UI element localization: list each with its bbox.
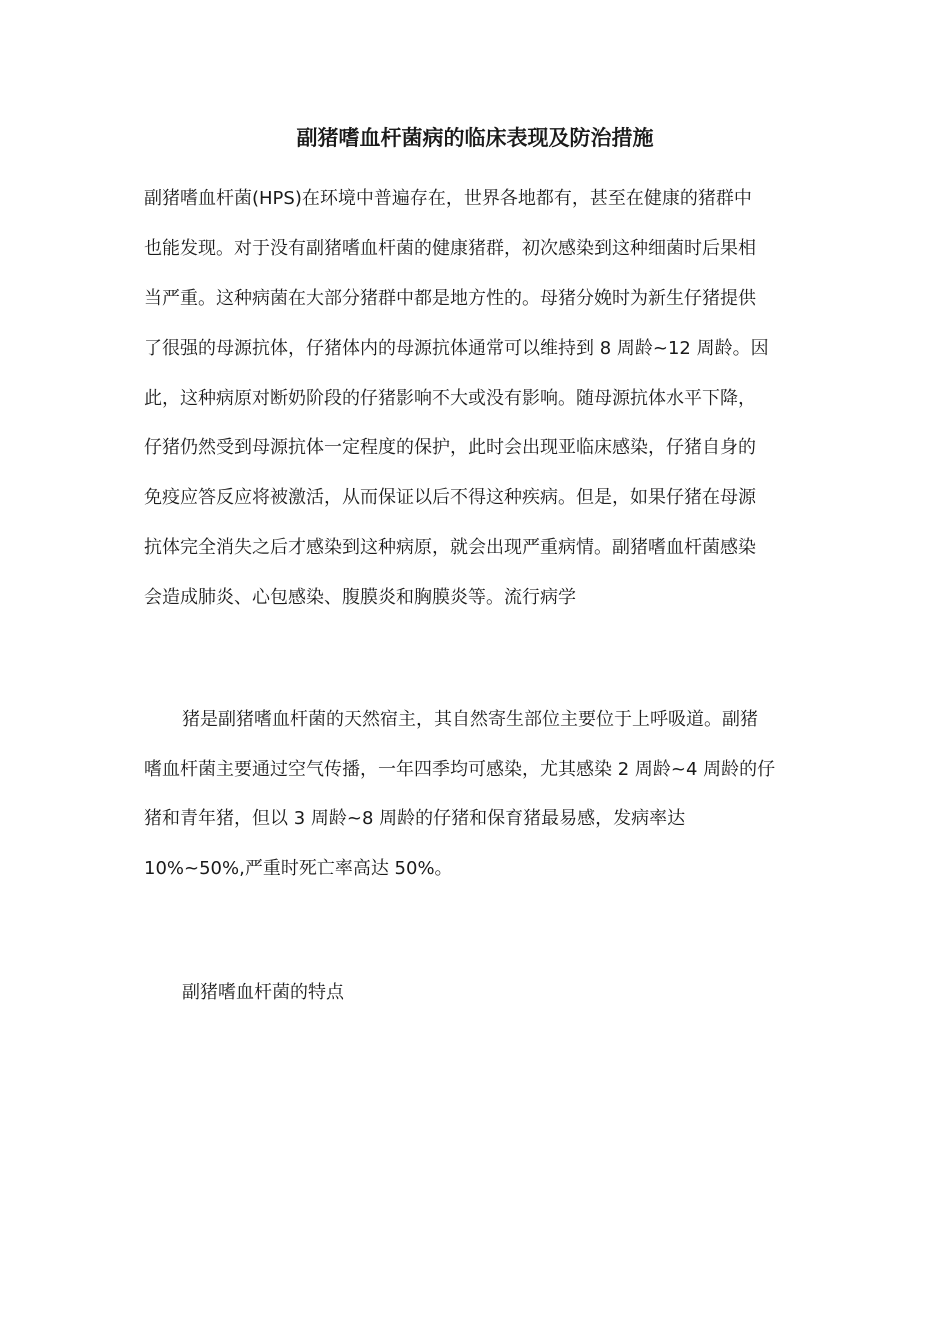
paragraph-line: 当严重。这种病菌在大部分猪群中都是地方性的。母猪分娩时为新生仔猪提供 — [144, 288, 756, 309]
paragraph-line: 嗜血杆菌主要通过空气传播，一年四季均可感染，尤其感染 2 周龄~4 周龄的仔 — [144, 759, 776, 780]
paragraph-line: 也能发现。对于没有副猪嗜血杆菌的健康猪群，初次感染到这种细菌时后果相 — [144, 238, 756, 259]
document-title: 副猪嗜血杆菌病的临床表现及防治措施 — [296, 126, 654, 150]
section-heading: 副猪嗜血杆菌的特点 — [182, 982, 344, 1003]
paragraph-line: 10%~50%,严重时死亡率高达 50%。 — [144, 858, 453, 879]
paragraph-line: 会造成肺炎、心包感染、腹膜炎和胸膜炎等。流行病学 — [144, 587, 576, 608]
paragraph-line: 抗体完全消失之后才感染到这种病原，就会出现严重病情。副猪嗜血杆菌感染 — [144, 537, 756, 558]
paragraph-line: 此，这种病原对断奶阶段的仔猪影响不大或没有影响。随母源抗体水平下降， — [144, 388, 756, 409]
paragraph-line: 副猪嗜血杆菌(HPS)在环境中普遍存在，世界各地都有，甚至在健康的猪群中 — [144, 188, 752, 209]
paragraph-line: 猪是副猪嗜血杆菌的天然宿主，其自然寄生部位主要位于上呼吸道。副猪 — [182, 709, 758, 730]
paragraph-line: 免疫应答反应将被激活，从而保证以后不得这种疾病。但是，如果仔猪在母源 — [144, 487, 756, 508]
paragraph-line: 仔猪仍然受到母源抗体一定程度的保护，此时会出现亚临床感染，仔猪自身的 — [144, 437, 756, 458]
paragraph-line: 猪和青年猪，但以 3 周龄~8 周龄的仔猪和保育猪最易感，发病率达 — [144, 808, 686, 829]
paragraph-line: 了很强的母源抗体，仔猪体内的母源抗体通常可以维持到 8 周龄~12 周龄。因 — [144, 338, 769, 359]
